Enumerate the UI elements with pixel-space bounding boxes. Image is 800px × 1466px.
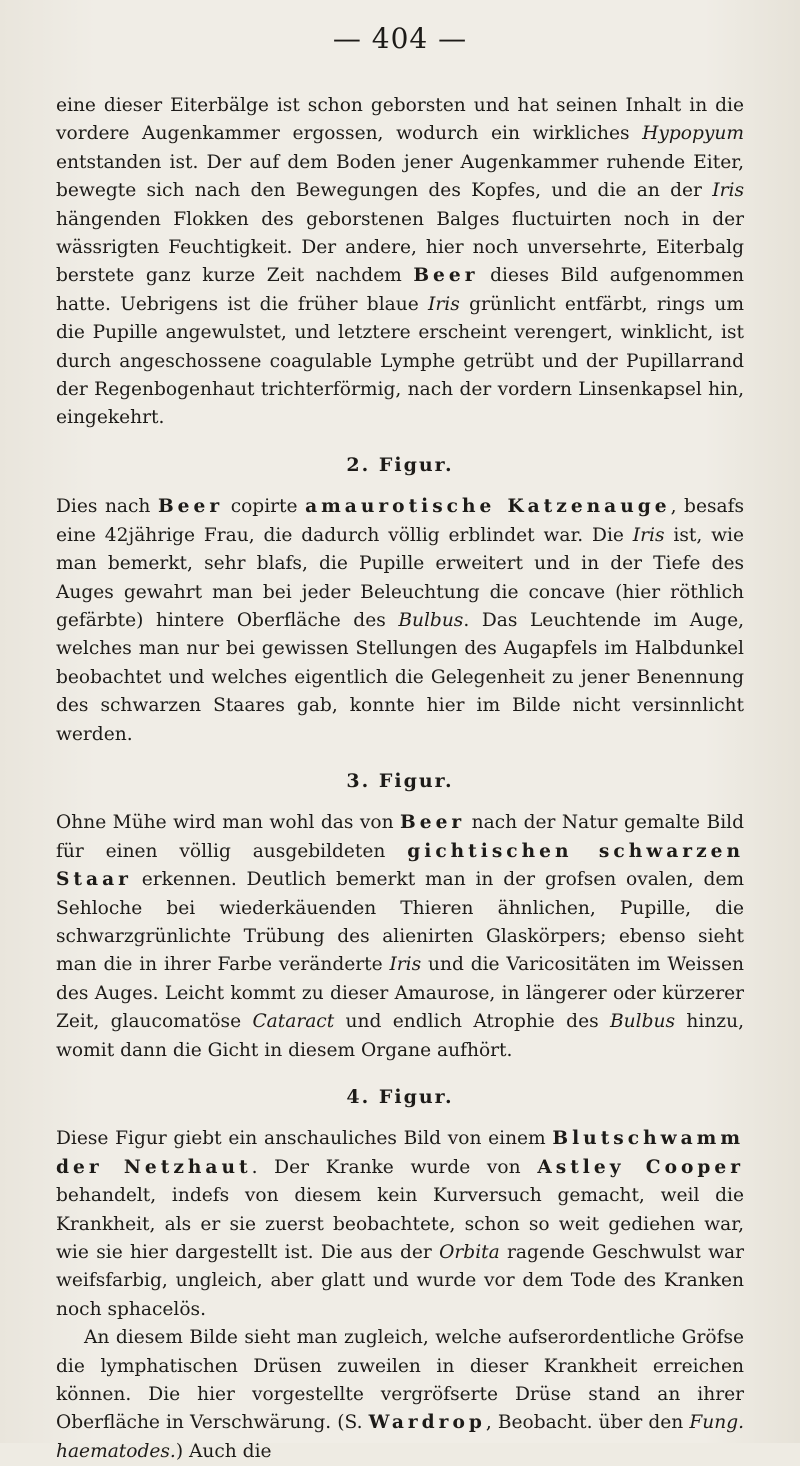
text-run: eine dieser Eiterbälge ist schon geborsten und hat seinen Inhalt in die vordere Augenkammer ergossen, wodurch ein wirkliches xyxy=(56,95,744,145)
text-run: entstanden ist. Der auf dem Boden jener Augenkammer ruhende Eiter, bewegte sich nach den Bewegungen des Kopfes, und die an der xyxy=(56,151,744,202)
spaced-term: Wardrop xyxy=(368,1412,486,1434)
italic-term: Bulbus xyxy=(398,609,464,631)
spaced-term: Beer xyxy=(413,265,479,287)
spaced-term: Beer xyxy=(157,496,224,518)
text-run: hängenden Flokken des geborstenen Balges fluctuirten noch in der wässrigten Feuchtigkeit. Der andere, hier noch unversehrte, Eiterbalg berstete ganz kurze Zeit nachdem xyxy=(56,208,744,287)
text-run: und endlich Atrophie des xyxy=(334,1011,611,1033)
spaced-term: gichtischen schwarzen Staar xyxy=(56,840,744,891)
text-run: . Der Kranke wurde von xyxy=(251,1156,538,1178)
text-run: . Das Leuchtende im Auge, welches man nur bei gewissen Stellungen des Augapfels im Halbdunkel beobachtet und welches eigentlich die Gelegenheit zu jener Benennung des schwarzen Staares gab, konnte hier im Bilde nicht versinnlicht werden. xyxy=(56,609,744,745)
italic-term: Orbita xyxy=(439,1242,500,1264)
italic-term: Iris xyxy=(632,524,665,546)
italic-term: Fung. haematodes. xyxy=(56,1412,745,1462)
spaced-term: Beer xyxy=(400,812,466,834)
italic-term: Cataract xyxy=(252,1011,335,1033)
text-run: Diese Figur giebt ein anschauliches Bild von einem xyxy=(56,1128,553,1150)
italic-term: Iris xyxy=(712,180,744,202)
body-text xyxy=(56,92,744,1466)
text-run: copirte xyxy=(223,496,306,518)
spaced-term: Blutschwamm der Netzhaut xyxy=(56,1128,744,1178)
spaced-term: Astley Cooper xyxy=(537,1156,744,1178)
paragraph xyxy=(56,1125,744,1324)
text-run: grünlicht entfärbt, rings um die Pupille angewulstet, und letztere erscheint verengert, winklicht, ist durch angeschossene coagulable Lymphe getrübt und der Pupillarrand der Regenbogenhaut trichterförmig, nach der vordern Linsenkapsel hin, eingekehrt. xyxy=(56,293,744,429)
paragraph xyxy=(56,493,744,749)
text-run: An diesem Bilde sieht man zugleich, welche aufserordentliche Gröfse die lymphatischen Drüsen zuweilen in dieser Krankheit erreichen können. Die hier vorgestellte vergröfserte Drüse stand an ihrer Oberfläche in Verschwärung. (S. xyxy=(56,1327,744,1434)
text-run: behandelt, indefs von diesem kein Kurversuch gemacht, weil die Krankheit, als er sie zuerst beobachtete, schon so weit gediehen war, wie sie hier dargestellt ist. Die aus der xyxy=(56,1185,744,1264)
italic-term: Iris xyxy=(428,293,460,315)
text-run: ist, wie man bemerkt, sehr blafs, die Pupille erweitert und in der Tiefe des Auges gewahrt man bei jeder Beleuchtung die concave (hier röthlich gefärbte) hintere Oberfläche des xyxy=(56,524,744,631)
italic-term: Iris xyxy=(389,954,422,976)
text-run: Dies nach xyxy=(56,496,158,518)
text-run: , Beobacht. über den xyxy=(485,1412,690,1434)
italic-term: Bulbus xyxy=(610,1011,676,1033)
text-run: Ohne Mühe wird man wohl das von xyxy=(56,812,401,834)
page-number: — 404 — xyxy=(332,22,468,55)
text-run: erkennen. Deutlich bemerkt man in der grofsen ovalen, dem Sehloche bei wiederkäuenden Thieren ähnlichen, Pupille, die schwarzgrünlichte Trübung des alienirten Glaskörpers; ebenso sieht man die in ihrer Farbe veränderte xyxy=(56,869,744,976)
spaced-term: amaurotische Katzenauge xyxy=(305,496,671,518)
figure-heading: 3. Figur. xyxy=(346,769,454,792)
text-run: ragende Geschwulst war weifsfarbig, ungleich, aber glatt und wurde vor dem Tode des Kranken noch sphacelös. xyxy=(56,1242,744,1320)
paragraph xyxy=(56,92,744,433)
figure-heading: 4. Figur. xyxy=(346,1086,454,1108)
italic-term: Hypopyum xyxy=(642,123,744,145)
text-run: hinzu, womit dann die Gicht in diesem Organe aufhört. xyxy=(56,1011,744,1061)
text-run: und die Varicositäten im Weissen des Auges. Leicht kommt zu dieser Amaurose, in längerer oder kürzerer Zeit, glaucomatöse xyxy=(56,954,744,1033)
text-run: nach der Natur gemalte Bild für einen völlig ausgebildeten xyxy=(56,812,744,862)
text-run: ) Auch die xyxy=(175,1440,272,1462)
text-run: , besafs eine 42jährige Frau, die dadurch völlig erblindet war. Die xyxy=(56,496,744,546)
text-run: dieses Bild aufgenommen hatte. Uebrigens ist die früher blaue xyxy=(56,265,744,315)
figure-heading: 2. Figur. xyxy=(346,453,454,476)
paragraph xyxy=(56,809,744,1065)
paragraph xyxy=(56,1324,744,1466)
